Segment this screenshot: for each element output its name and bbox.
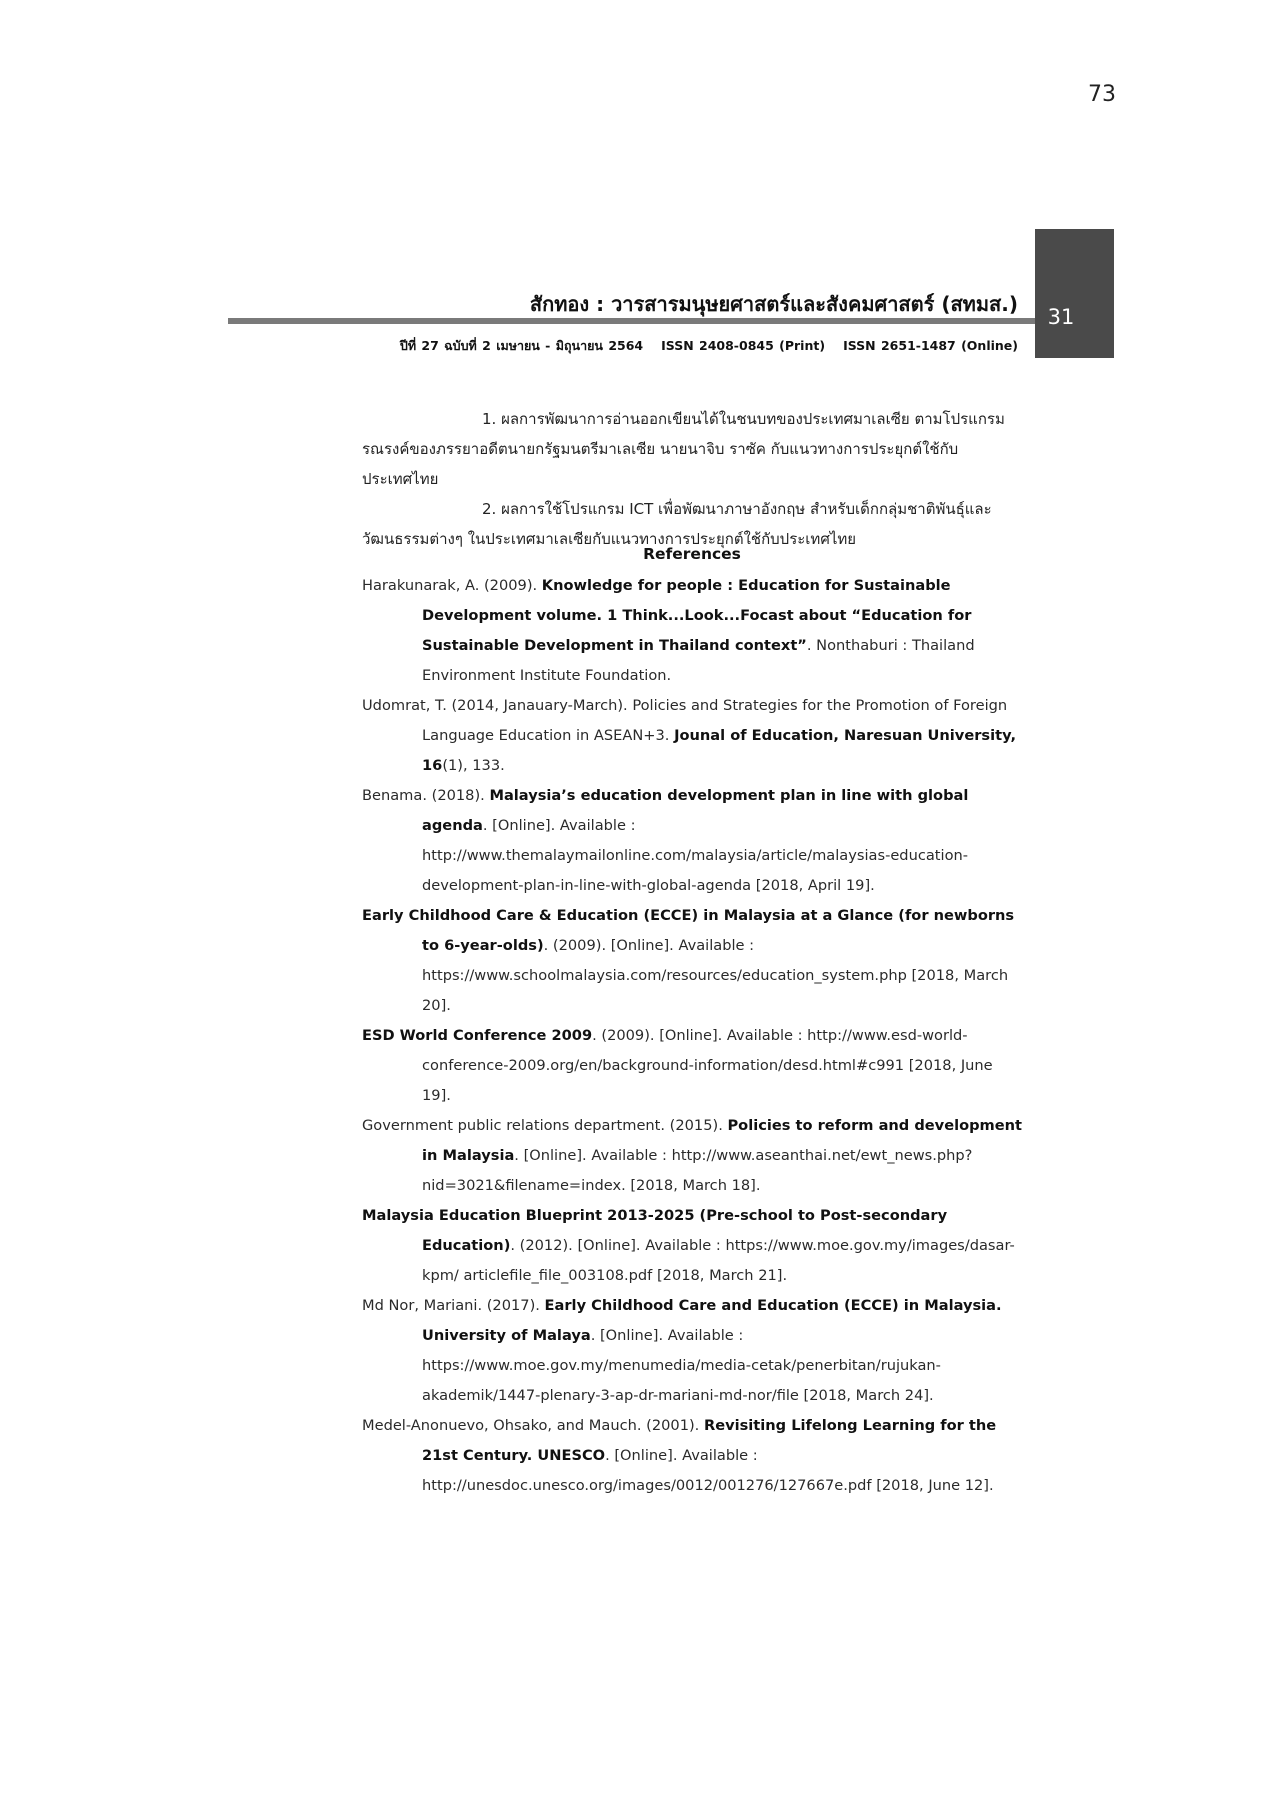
- ref-pre: Benama. (2018).: [362, 787, 490, 804]
- paragraph: 2. ผลการใช้โปรแกรม ICT เพื่อพัฒนาภาษาอังกฤษ สำหรับเด็กกลุ่มชาติพันธุ์และวัฒนธรรมต่างๆ ในประเทศมาเลเซียกับแนวทางการประยุกต์ใช้กับประเทศไทย: [362, 500, 992, 548]
- page-number: 73: [1088, 82, 1116, 107]
- journal-page-number: 31: [1047, 305, 1075, 329]
- reference-list: [362, 571, 1026, 1501]
- ref-pre: Udomrat, T. (2014, Janauary-March). Policies and Strategies for the Promotion of Foreign Language Education in ASEAN+3.: [362, 697, 1008, 744]
- ref-pre: Government public relations department. (2015).: [362, 1117, 728, 1134]
- reference-item: [362, 1111, 1026, 1201]
- issue-volume: ปีที่ 27 ฉบับที่ 2 เมษายน - มิถุนายน 2564: [399, 338, 644, 353]
- reference-item: [362, 691, 1026, 781]
- ref-title: Malaysia’s education development plan in line with global agenda: [422, 787, 969, 834]
- ref-title: Early Childhood Care and Education (ECCE) in Malaysia. University of Malaya: [422, 1297, 1002, 1344]
- ref-title: Jounal of Education, Naresuan University, 16: [422, 727, 1016, 774]
- reference-item: [362, 901, 1026, 1021]
- ref-post: . (2012). [Online]. Available : https://www.moe.gov.my/images/dasar-kpm/ articlefile_file_003108.pdf [2018, March 21].: [422, 1237, 1015, 1284]
- issn-print: ISSN 2408-0845 (Print): [661, 338, 826, 353]
- ref-title: Malaysia Education Blueprint 2013-2025 (Pre-school to Post-secondary Education): [362, 1207, 948, 1254]
- ref-pre: Md Nor, Mariani. (2017).: [362, 1297, 545, 1314]
- ref-pre: Medel-Anonuevo, Ohsako, and Mauch. (2001).: [362, 1417, 704, 1434]
- ref-pre: Harakunarak, A. (2009).: [362, 577, 542, 594]
- ref-post: . Nonthaburi : Thailand Environment Institute Foundation.: [422, 637, 975, 684]
- reference-item: [362, 1291, 1026, 1411]
- body-text: [362, 404, 1022, 554]
- reference-item: [362, 781, 1026, 901]
- header-divider: [228, 318, 1035, 324]
- ref-post: . (2009). [Online]. Available : https://www.schoolmalaysia.com/resources/education_system.php [2018, March 20].: [422, 937, 1009, 1014]
- ref-post: . [Online]. Available : https://www.moe.gov.my/menumedia/media-cetak/penerbitan/rujukan-akademik/1447-plenary-3-ap-dr-mariani-md-nor/file [2018, March 24].: [422, 1327, 941, 1404]
- ref-post: . [Online]. Available : http://www.aseanthai.net/ewt_news.php?nid=3021&filename=index. [2018, March 18].: [422, 1147, 973, 1194]
- ref-post: . (2009). [Online]. Available : http://www.esd-world-conference-2009.org/en/background-information/desd.html#c991 [2018, June 19].: [422, 1027, 993, 1104]
- issn-online: ISSN 2651-1487 (Online): [843, 338, 1018, 353]
- ref-post: . [Online]. Available : http://unesdoc.unesco.org/images/0012/001276/127667e.pdf [2018, June 12].: [422, 1447, 994, 1494]
- references-heading: References: [643, 545, 741, 563]
- reference-item: [362, 1201, 1026, 1291]
- ref-post: . [Online]. Available : http://www.themalaymailonline.com/malaysia/article/malaysias-education-development-plan-in-line-with-global-agenda [2018, April 19].: [422, 817, 969, 894]
- journal-page-tab: [1035, 229, 1114, 358]
- issue-info: [380, 336, 1018, 356]
- reference-item: [362, 571, 1026, 691]
- ref-title: Policies to reform and development in Malaysia: [422, 1117, 1023, 1164]
- ref-title: Early Childhood Care & Education (ECCE) in Malaysia at a Glance (for newborns to 6-year-olds): [362, 907, 1015, 954]
- paragraph: 1. ผลการพัฒนาการอ่านออกเขียนได้ในชนบทของประเทศมาเลเซีย ตามโปรแกรมรณรงค์ของภรรยาอดีตนายกรัฐมนตรีมาเลเซีย นายนาจิบ ราซัค กับแนวทางการประยุกต์ใช้กับประเทศไทย: [362, 410, 1005, 488]
- ref-title: ESD World Conference 2009: [362, 1027, 593, 1044]
- ref-title: Knowledge for people : Education for Sustainable Development volume. 1 Think...Look...Focast about “Education for Sustainable Development in Thailand context”: [422, 577, 972, 654]
- ref-title: Revisiting Lifelong Learning for the 21st Century. UNESCO: [422, 1417, 997, 1464]
- reference-item: [362, 1021, 1026, 1111]
- reference-item: [362, 1411, 1026, 1501]
- ref-post: (1), 133.: [442, 757, 505, 774]
- journal-title: สักทอง : วารสารมนุษยศาสตร์และสังคมศาสตร์ (สทมส.): [529, 292, 1018, 316]
